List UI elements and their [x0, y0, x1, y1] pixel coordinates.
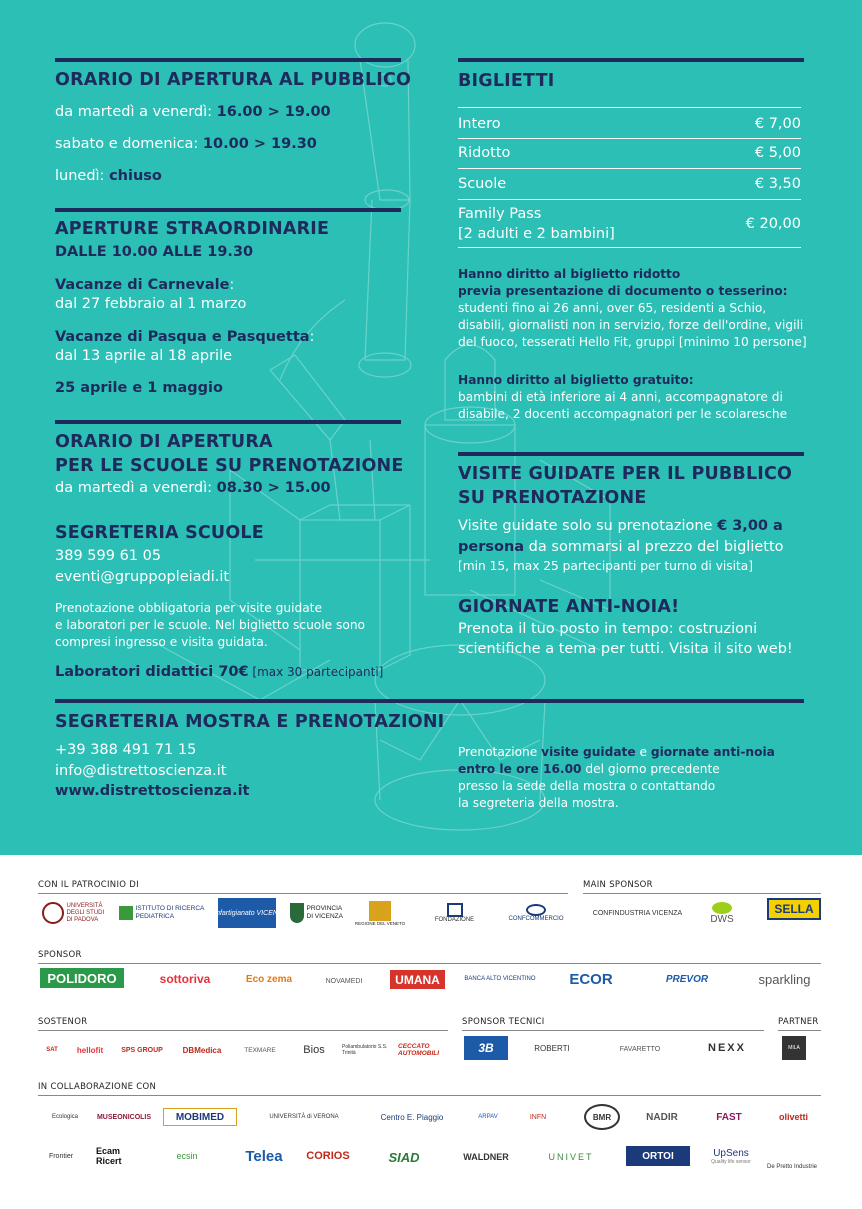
logo-divider [38, 963, 821, 964]
logo-divider [462, 1030, 764, 1031]
divider [55, 58, 401, 62]
logo-banca: BANCA ALTO VICENTINO [464, 976, 536, 982]
logo-mobimed: MOBIMED [163, 1108, 237, 1126]
logo-novamedi: NOVAMEDI [325, 977, 363, 985]
logo-umana: UMANA [390, 970, 445, 989]
divider [458, 452, 804, 456]
logo-fast: FAST [716, 1111, 742, 1123]
logo-confartigianato: Confartigianato VICENZA [218, 898, 276, 928]
may-dates: 25 aprile e 1 maggio [55, 380, 223, 396]
reduced-line2: disabili, giornalisti non in servizio, forze dell'ordine, vigili [458, 318, 804, 332]
logo-polidoro: POLIDORO [40, 968, 124, 988]
visits-title-line1: VISITE GUIDATE PER IL PUBBLICO [458, 464, 793, 484]
logo-favaretto: FAVARETTO [619, 1045, 661, 1053]
logo-divider [38, 1095, 821, 1096]
logo-roberti: ROBERTI [534, 1043, 570, 1053]
schools-title-line2: PER LE SCUOLE SU PRENOTAZIONE [55, 456, 404, 476]
free-line2: disabile, 2 docenti accompagnatori per le scolaresche [458, 407, 788, 421]
booking-line4: la segreteria della mostra. [458, 796, 619, 810]
logo-confindustria: CONFINDUSTRIA VICENZA [592, 909, 683, 917]
logo-olivetti: olivetti [778, 1112, 808, 1122]
carnevale-dates: dal 27 febbraio al 1 marzo [55, 296, 247, 312]
logo-poliambulatorio: Poliambulatorio S.S. Trinità [342, 1044, 388, 1056]
school-note-line2: e laboratori per le scuole. Nel biglietto scuole sono [55, 618, 366, 632]
visits-line1: Visite guidate solo su prenotazione € 3,00 a [458, 518, 783, 534]
visits-line2: persona da sommarsi al prezzo del biglietto [458, 539, 784, 555]
logo-bmr: BMR [584, 1104, 620, 1130]
logo-unipd: UNIVERSITÀ DEGLI STUDI DI PADOVA [40, 898, 110, 928]
exhibition-email[interactable]: info@distrettoscienza.it [55, 763, 227, 779]
weekday-hours: da martedì a venerdì: 16.00 > 19.00 [55, 104, 331, 120]
logo-texmare: TEXMARE [244, 1046, 276, 1054]
schools-title-line1: ORARIO DI APERTURA [55, 432, 273, 452]
logo-frontier: Frontier [48, 1152, 74, 1160]
logo-arpav: ARPAV [478, 1114, 498, 1120]
logo-confcommercio: CONFCOMMERCIO [505, 900, 567, 926]
exhibition-website[interactable]: www.distrettoscienza.it [55, 783, 250, 799]
patrocinio-label: CON IL PATROCINIO DI [38, 880, 139, 890]
logo-ecozema: Eco zema [245, 973, 293, 985]
visits-title-line2: SU PRENOTAZIONE [458, 488, 647, 508]
reduced-line1: studenti fino ai 26 anni, over 65, residenti a Schio, [458, 301, 767, 315]
logo-regione: REGIONE DEL VENETO [360, 898, 400, 928]
school-secretary-title: SEGRETERIA SCUOLE [55, 523, 264, 543]
free-heading: Hanno diritto al biglietto gratuito: [458, 373, 694, 387]
antinoia-line2: scientifiche a tema per tutti. Visita il sito web! [458, 641, 793, 657]
logo-siad: SIAD [388, 1149, 420, 1165]
logo-telea: Telea [245, 1147, 283, 1165]
logo-corios: CORIOS [306, 1150, 350, 1162]
divider [55, 699, 804, 703]
sponsor-label: SPONSOR [38, 950, 82, 960]
divider [458, 58, 804, 62]
logo-sparkling: sparkling [758, 971, 811, 987]
logo-ecsin: ecsin [176, 1151, 198, 1161]
weekend-hours: sabato e domenica: 10.00 > 19.30 [55, 136, 317, 152]
tickets-title: BIGLIETTI [458, 71, 555, 91]
special-openings-title: APERTURE STRAORDINARIE [55, 219, 330, 239]
booking-line1: Prenotazione visite guidate e giornate anti-noia [458, 745, 775, 759]
logo-divider [583, 893, 821, 894]
logo-bios: Bios [303, 1044, 325, 1056]
logo-dbmedica: DBMedica [182, 1045, 222, 1055]
logo-piaggio: Centro E. Piaggio [380, 1112, 444, 1122]
logo-depretto: De Pretto Industrie [766, 1164, 818, 1170]
logo-waldner: WALDNER [463, 1152, 509, 1162]
reduced-line3: del fuoco, tesserati Hello Fit, gruppi [minimo 10 persone] [458, 335, 807, 349]
logo-univr: UNIVERSITÀ di VERONA [269, 1114, 339, 1120]
divider [55, 420, 401, 424]
logo-sat: SAT [46, 1047, 58, 1053]
logo-sella: SELLA [767, 898, 821, 920]
logo-museonicolis: MUSEONICOLIS [96, 1113, 152, 1121]
logo-sottoriva: sottoriva [159, 972, 211, 986]
carnevale-title: Vacanze di Carnevale: [55, 277, 235, 293]
logo-3b: 3B [464, 1036, 508, 1060]
logo-divider [38, 1030, 448, 1031]
school-phone[interactable]: 389 599 61 05 [55, 548, 162, 564]
logo-irp: ISTITUTO DI RICERCA PEDIATRICA [117, 902, 209, 924]
reduced-heading2: previa presentazione di documento o tesserino: [458, 284, 788, 298]
logo-mila: MILA [782, 1036, 806, 1060]
visits-line3: [min 15, max 25 partecipanti per turno di visita] [458, 559, 754, 573]
schools-hours: da martedì a venerdì: 08.30 > 15.00 [55, 480, 331, 496]
sostenitori-label: SOSTENOR [38, 1017, 88, 1027]
logo-prevor: PREVOR [665, 973, 709, 985]
opening-hours-title: ORARIO DI APERTURA AL PUBBLICO [55, 70, 412, 90]
logo-upsens: UpSens Quality life sensor [711, 1147, 751, 1165]
logo-sps: SPS GROUP [121, 1046, 163, 1054]
booking-line3: presso la sede della mostra o contattando [458, 779, 716, 793]
ticket-row: Scuole € 3,50 [458, 169, 801, 200]
collab-label: IN COLLABORAZIONE CON [38, 1082, 157, 1092]
logo-fondazione: FONDAZIONE [412, 900, 497, 926]
ticket-row: Family Pass [2 adulti e 2 bambini] € 20,00 [458, 200, 801, 248]
tecnici-label: SPONSOR TECNICI [462, 1017, 545, 1027]
exhibition-phone[interactable]: +39 388 491 71 15 [55, 742, 197, 758]
logo-ortoi: ORTOI [626, 1146, 690, 1166]
labs-price: Laboratori didattici 70€ [max 30 partecipanti] [55, 664, 384, 680]
reduced-heading1: Hanno diritto al biglietto ridotto [458, 267, 681, 281]
logo-ecor: ECOR [569, 970, 613, 988]
school-note-line1: Prenotazione obbligatoria per visite guidate [55, 601, 322, 615]
pasqua-title: Vacanze di Pasqua e Pasquetta: [55, 329, 315, 345]
logo-nexx: NEXX [708, 1042, 746, 1054]
antinoia-title: GIORNATE ANTI-NOIA! [458, 597, 680, 617]
school-note-line3: compresi ingresso e visita guidata. [55, 635, 268, 649]
ticket-row: Ridotto € 5,00 [458, 139, 801, 169]
free-line1: bambini di età inferiore ai 4 anni, accompagnatore di [458, 390, 783, 404]
partner-label: PARTNER [778, 1017, 819, 1027]
logo-hellofit: hellofit [76, 1045, 104, 1055]
antinoia-line1: Prenota il tuo posto in tempo: costruzioni [458, 621, 758, 637]
monday-hours: lunedì: chiuso [55, 168, 162, 184]
logo-nadir: NADIR [646, 1111, 678, 1123]
logo-infn: INFN [529, 1113, 547, 1121]
pasqua-dates: dal 13 aprile al 18 aprile [55, 348, 233, 364]
main-sponsor-label: MAIN SPONSOR [583, 880, 653, 890]
school-email[interactable]: eventi@gruppopleiadi.it [55, 569, 230, 585]
logo-divider [778, 1030, 821, 1031]
special-openings-subtitle: DALLE 10.00 ALLE 19.30 [55, 244, 254, 260]
logo-divider [38, 893, 568, 894]
logo-univet: UNIVET [548, 1152, 594, 1162]
logo-provincia: PROVINCIA DI VICENZA [288, 900, 350, 926]
logo-ceccato: CECCATO AUTOMOBILI [398, 1043, 440, 1057]
booking-line2: entro le ore 16.00 del giorno precedente [458, 762, 720, 776]
exhibition-secretary-title: SEGRETERIA MOSTRA E PRENOTAZIONI [55, 712, 445, 732]
ticket-row: Intero € 7,00 [458, 107, 801, 139]
logo-dws: DWS [697, 898, 747, 928]
divider [55, 208, 401, 212]
logo-ecamricert: Ecam Ricert [96, 1146, 122, 1166]
logo-collab: Ecologica [51, 1114, 78, 1120]
